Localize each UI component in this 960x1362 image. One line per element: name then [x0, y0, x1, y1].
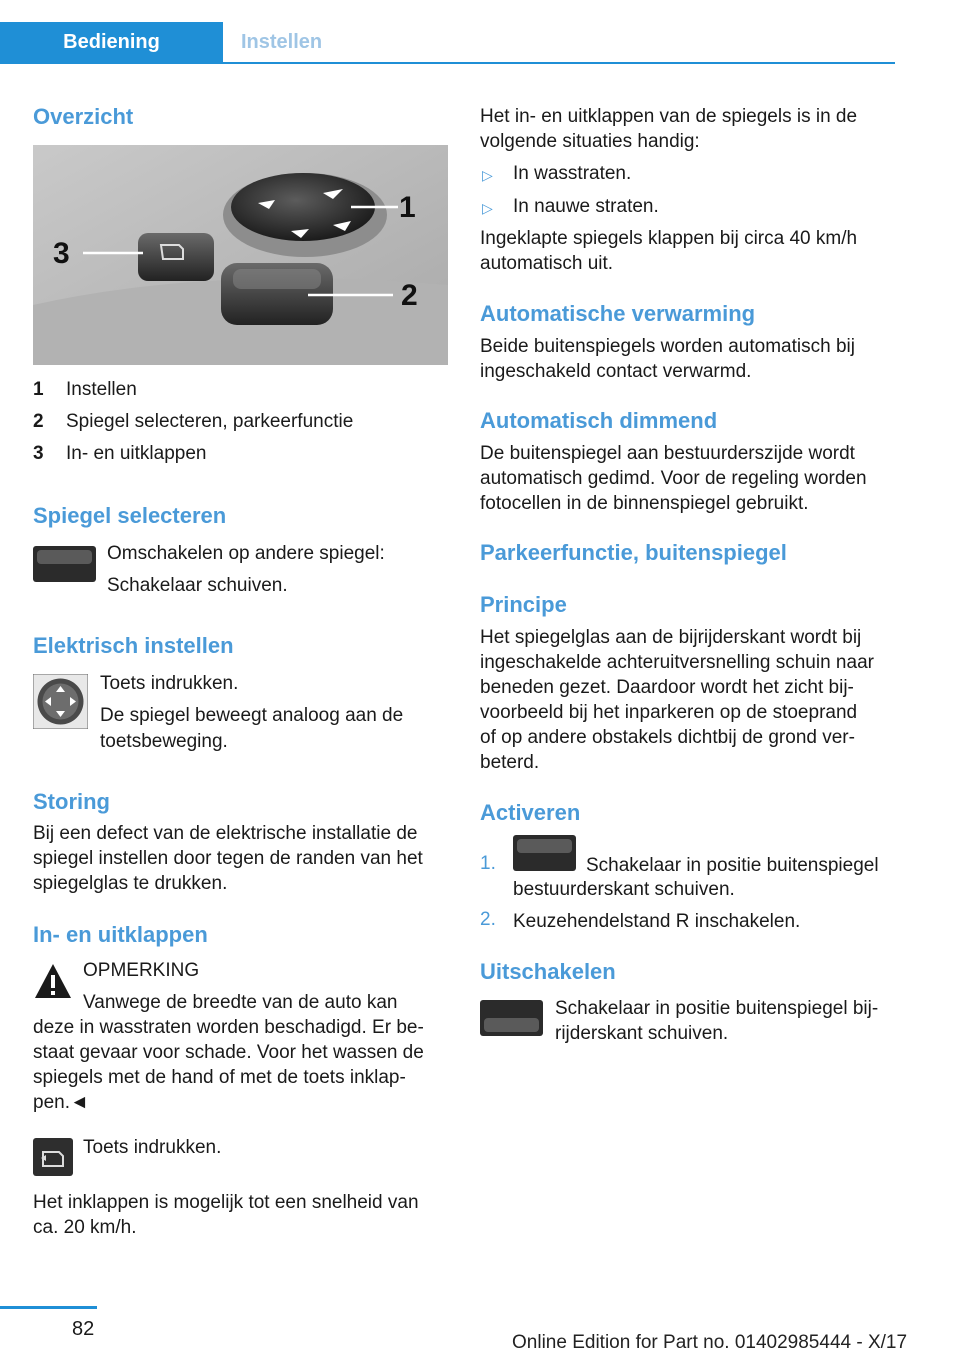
text-line: ingeschakeld contact verwarmd.: [480, 361, 752, 382]
text-line: of op andere obstakels dichtbij de grond ver-: [480, 727, 855, 748]
warning-icon: [33, 962, 73, 1000]
tab-bediening[interactable]: Bediening: [0, 22, 223, 62]
bullet-text: In wasstraten.: [513, 163, 632, 184]
legend-number: 3: [33, 443, 44, 464]
text-line: Ingeklapte spiegels klappen bij circa 40 km/h: [480, 228, 858, 249]
step-item: [480, 909, 900, 939]
fault-heading: Storing: [33, 789, 110, 814]
text-line: volgende situaties handig:: [480, 131, 700, 152]
mirror-switch-illustration: [33, 145, 448, 365]
text-line: spiegelglas te drukken.: [33, 873, 228, 894]
page-number: 82: [72, 1318, 95, 1340]
legend-text: Spiegel selecteren, parkeerfunctie: [66, 411, 354, 432]
fold-button-icon: [33, 1138, 73, 1176]
figure-callout-3: 3: [53, 237, 70, 270]
text-line: Beide buitenspiegels worden automatisch bij: [480, 336, 855, 357]
adjust-instruction-3: toetsbeweging.: [100, 731, 228, 752]
text-line: ca. 20 km/h.: [33, 1217, 137, 1238]
heating-heading: Automatische verwarming: [480, 301, 756, 326]
overview-heading: Overzicht: [33, 104, 134, 129]
step-number: 2.: [480, 909, 496, 930]
legend-item: [33, 441, 453, 473]
principle-heading: Principe: [480, 592, 567, 617]
adjust-heading: Elektrisch instellen: [33, 633, 234, 658]
heating-paragraph: [480, 334, 900, 384]
text-line: staat gevaar voor schade. Voor het wassen de: [33, 1042, 424, 1063]
text-line: fotocellen in de binnenspiegel gebruikt.: [480, 493, 809, 514]
deactivate-heading: Uitschakelen: [480, 959, 616, 984]
bullet-triangle-icon: ▷: [482, 167, 493, 183]
fault-paragraph: [33, 821, 453, 896]
fold-speed-paragraph: [33, 1190, 458, 1240]
principle-paragraph: [480, 625, 905, 775]
legend-text: In- en uitklappen: [66, 443, 207, 464]
text-line: beneden gezet. Daardoor wordt het zicht bij-: [480, 677, 854, 698]
text-line: voorbeeld bij het inparkeren op de stoeprand: [480, 702, 858, 723]
text-line: spiegels met de hand of met de toets inklap-: [33, 1067, 406, 1088]
legend-number: 2: [33, 411, 44, 432]
text-line: automatisch uit.: [480, 253, 614, 274]
figure-legend: [33, 377, 453, 473]
tab-instellen[interactable]: Instellen: [241, 30, 323, 53]
top-navigation: [0, 22, 895, 64]
adjust-instruction-2: De spiegel beweegt analoog aan de: [100, 705, 404, 726]
step-item: [480, 835, 900, 905]
direction-pad-icon: [33, 674, 88, 729]
dimming-paragraph: [480, 441, 900, 516]
bullet-text: In nauwe straten.: [513, 196, 659, 217]
text-line: automatisch gedimd. Voor de regeling worden: [480, 468, 867, 489]
text-line: Het inklappen is mogelijk tot een snelheid van: [33, 1192, 419, 1213]
select-instruction-2: Schakelaar schuiven.: [107, 575, 288, 596]
activate-heading: Activeren: [480, 800, 581, 825]
legend-number: 1: [33, 379, 44, 400]
notice-title: OPMERKING: [83, 960, 200, 981]
legend-text: Instellen: [66, 379, 137, 400]
text-line: Bij een defect van de elektrische installatie de: [33, 823, 418, 844]
step-text: Schakelaar in positie buitenspiegel: [586, 855, 879, 876]
select-heading: Spiegel selecteren: [33, 503, 227, 528]
select-instruction-1: Omschakelen op andere spiegel:: [107, 543, 385, 564]
auto-unfold-paragraph: [480, 226, 900, 276]
text-line: beterd.: [480, 752, 540, 773]
edition-info: Online Edition for Part no. 01402985444 - X/17: [512, 1332, 908, 1353]
legend-item: [33, 409, 453, 441]
figure-callout-1: 1: [399, 191, 416, 224]
legend-item: [33, 377, 453, 409]
step-text: bestuurderskant schuiven.: [513, 879, 735, 900]
mirror-switch-figure: [33, 145, 448, 365]
deactivate-instruction-1: Schakelaar in positie buitenspiegel bij-: [555, 998, 879, 1019]
text-line: spiegel instellen door tegen de randen van het: [33, 848, 423, 869]
notice-paragraph: [33, 1015, 458, 1115]
notice-first-line: Vanwege de breedte van de auto kan: [83, 992, 398, 1013]
text-line: ingeschakelde achteruitversnelling schuin naar: [480, 652, 874, 673]
bullet-triangle-icon: ▷: [482, 200, 493, 216]
parking-function-heading: Parkeerfunctie, buitenspiegel: [480, 540, 787, 565]
fold-press-instruction: Toets indrukken.: [83, 1137, 222, 1158]
deactivate-instruction-2: rijderskant schuiven.: [555, 1023, 729, 1044]
dimming-heading: Automatisch dimmend: [480, 408, 718, 433]
figure-callout-2: 2: [401, 279, 418, 312]
step-number: 1.: [480, 853, 496, 874]
text-line: deze in wasstraten worden beschadigd. Er be-: [33, 1017, 424, 1038]
text-line: De buitenspiegel aan bestuurderszijde wordt: [480, 443, 855, 464]
mirror-select-switch-icon: [513, 835, 576, 871]
adjust-instruction-1: Toets indrukken.: [100, 673, 239, 694]
mirror-select-switch-icon: [33, 546, 96, 582]
fold-situations-intro: [480, 104, 900, 154]
mirror-select-switch-icon: [480, 1000, 543, 1036]
step-text: Keuzehendelstand R inschakelen.: [513, 911, 801, 932]
fold-heading: In- en uitklappen: [33, 922, 208, 947]
footer-accent-line: [0, 1306, 97, 1309]
text-line: Het spiegelglas aan de bijrijderskant wordt bij: [480, 627, 862, 648]
text-line: Het in- en uitklappen van de spiegels is in de: [480, 106, 858, 127]
text-line: pen.◄: [33, 1092, 89, 1113]
